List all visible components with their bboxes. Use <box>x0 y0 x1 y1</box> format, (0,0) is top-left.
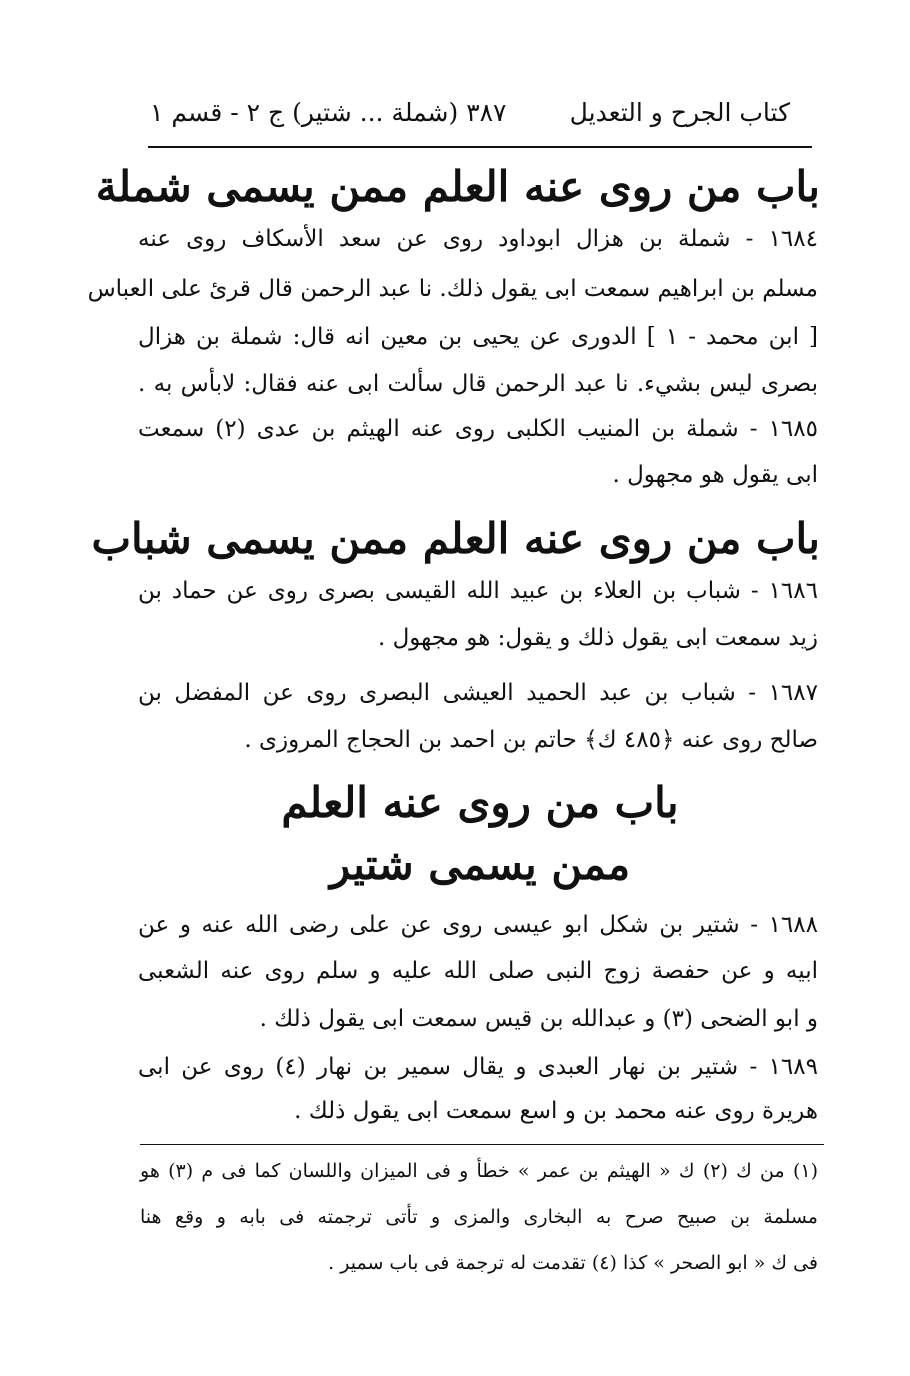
book-title: كتاب الجرح و التعديل <box>569 97 790 127</box>
entry-line: هريرة روى عنه محمد بن و اسع سمعت ابى يقول ذلك . <box>294 1098 818 1124</box>
entry-line: ١٦٨٤ - شملة بن هزال ابوداود روى عن سعد الأسكاف روى عنه <box>138 226 818 252</box>
chapter-heading-shamla: باب من روى عنه العلم ممن يسمى شملة <box>95 162 820 211</box>
entry-line: [ ابن محمد - ١ ] الدورى عن يحيى بن معين انه قال: شملة بن هزال <box>138 324 818 350</box>
entry-line: و ابو الضحى (٣) و عبدالله بن قيس سمعت ابى يقول ذلك . <box>259 1006 818 1032</box>
entry-line: ١٦٨٩ - شتير بن نهار العبدى و يقال سمير بن نهار (٤) روى عن ابى <box>138 1054 818 1080</box>
chapter-heading-shutayr-2: ممن يسمى شتير <box>329 840 631 889</box>
entry-line: صالح روى عنه ﴿٤٨٥ ك﴾ حاتم بن احمد بن الحجاج المروزى . <box>244 727 818 753</box>
footnote-line: (١) من ك (٢) ك « الهيثم بن عمر » خطأ و فى الميزان واللسان كما فى م (٣) هو <box>140 1160 819 1182</box>
entry-line: ١٦٨٥ - شملة بن المنيب الكلبى روى عنه الهيثم بن عدى (٢) سمعت <box>138 416 818 442</box>
header-rule <box>148 146 812 148</box>
entry-line: زيد سمعت ابى يقول ذلك و يقول: هو مجهول . <box>377 625 818 651</box>
entry-line: ١٦٨٧ - شباب بن عبد الحميد العيشى البصرى روى عن المفضل بن <box>138 680 818 706</box>
entry-line: ابى يقول هو مجهول . <box>612 462 818 488</box>
entry-line: بصرى ليس بشيء. نا عبد الرحمن قال سألت ابى عنه فقال: لابأس به . <box>138 371 818 397</box>
running-head <box>150 92 790 132</box>
entry-line: ١٦٨٦ - شباب بن العلاء بن عبيد الله القيسى بصرى روى عن حماد بن <box>138 578 818 604</box>
page-info: ٣٨٧ (شملة ... شتير) ج ٢ - قسم ١ <box>150 97 507 127</box>
footnote-line: فى ك « ابو الصحر » كذا (٤) تقدمت له ترجمة فى باب سمير . <box>328 1252 818 1274</box>
entry-line: ابيه و عن حفصة زوج النبى صلى الله عليه و سلم روى عنه الشعبى <box>138 958 818 984</box>
chapter-heading-shutayr-1: باب من روى عنه العلم <box>281 778 679 827</box>
footnote-rule <box>140 1144 824 1145</box>
entry-line: مسلم بن ابراهيم سمعت ابى يقول ذلك. نا عبد الرحمن قال قرئ على العباس <box>87 276 818 302</box>
entry-line: ١٦٨٨ - شتير بن شكل ابو عيسى روى عن على رضى الله عنه و عن <box>138 912 818 938</box>
footnote-line: مسلمة بن صبيح صرح به البخارى والمزى و تأتى ترجمته فى بابه و وقع هنا <box>140 1206 818 1228</box>
chapter-heading-shabab: باب من روى عنه العلم ممن يسمى شباب <box>91 514 820 563</box>
